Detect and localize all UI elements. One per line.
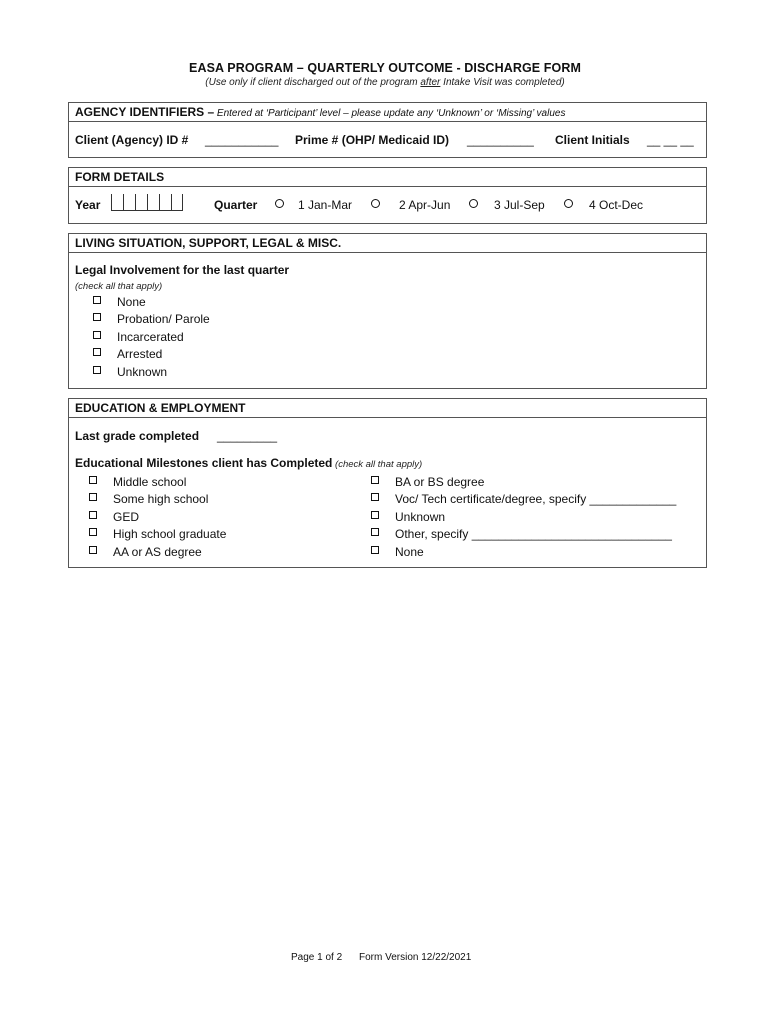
education-heading: EDUCATION & EMPLOYMENT	[69, 399, 706, 418]
living-situation-section	[68, 233, 707, 389]
milestones-label: Educational Milestones client has Completed	[75, 456, 333, 470]
milestone-checkbox-aa-degree[interactable]	[89, 546, 97, 554]
quarter-option-1: 1 Jan-Mar	[298, 198, 353, 212]
milestone-checkbox-ba-degree[interactable]	[371, 476, 379, 484]
milestone-option-none: None	[395, 545, 424, 559]
year-digit-box[interactable]	[147, 194, 159, 211]
client-initials-field[interactable]: __ __ __	[647, 133, 694, 147]
legal-checkbox-arrested[interactable]	[93, 348, 101, 356]
year-digit-box[interactable]	[171, 194, 183, 211]
client-id-label: Client (Agency) ID #	[75, 133, 189, 147]
legal-option-arrested: Arrested	[117, 347, 163, 361]
quarter-radio-4[interactable]	[564, 199, 573, 208]
year-digit-box[interactable]	[111, 194, 123, 211]
milestone-checkbox-other[interactable]	[371, 528, 379, 536]
agency-heading-text: AGENCY IDENTIFIERS –	[75, 105, 215, 119]
milestone-checkbox-some-high-school[interactable]	[89, 493, 97, 501]
year-input-boxes[interactable]	[111, 194, 183, 211]
milestone-option-aa-degree: AA or AS degree	[113, 545, 202, 559]
quarter-option-3: 3 Jul-Sep	[494, 198, 545, 212]
milestone-option-some-high-school: Some high school	[113, 492, 209, 506]
milestone-option-unknown: Unknown	[395, 510, 446, 524]
agency-heading-note: Entered at ‘Participant’ level – please update any ‘Unknown’ or ‘Missing’ values	[214, 108, 566, 119]
legal-option-none: None	[117, 295, 146, 309]
legal-involvement-label: Legal Involvement for the last quarter	[75, 263, 290, 277]
milestone-option-ged: GED	[113, 510, 140, 524]
subtitle-text-post: Intake Visit was completed)	[440, 77, 565, 88]
year-digit-box[interactable]	[123, 194, 135, 211]
client-id-field[interactable]: ___________	[205, 133, 279, 147]
prime-id-field[interactable]: __________	[467, 133, 534, 147]
milestones-label-row	[75, 456, 422, 470]
client-initials-label: Client Initials	[555, 133, 630, 147]
agency-identifiers-section	[68, 102, 707, 158]
quarter-radio-3[interactable]	[469, 199, 478, 208]
form-subtitle	[0, 77, 770, 88]
form-details-heading: FORM DETAILS	[69, 168, 706, 187]
quarter-radio-2[interactable]	[371, 199, 380, 208]
last-grade-field[interactable]: _________	[217, 429, 278, 443]
subtitle-text-pre: (Use only if client discharged out of the program	[205, 77, 421, 88]
milestone-checkbox-none[interactable]	[371, 546, 379, 554]
legal-checkbox-incarcerated[interactable]	[93, 331, 101, 339]
milestone-checkbox-voc-tech[interactable]	[371, 493, 379, 501]
quarter-option-2: 2 Apr-Jun	[399, 198, 451, 212]
milestone-checkbox-unknown[interactable]	[371, 511, 379, 519]
milestone-option-hs-graduate: High school graduate	[113, 527, 227, 541]
education-section	[68, 398, 707, 568]
living-situation-heading: LIVING SITUATION, SUPPORT, LEGAL & MISC.	[69, 234, 706, 253]
milestone-option-middle-school: Middle school	[113, 475, 187, 489]
milestone-checkbox-hs-graduate[interactable]	[89, 528, 97, 536]
milestone-checkbox-middle-school[interactable]	[89, 476, 97, 484]
quarter-option-4: 4 Oct-Dec	[589, 198, 644, 212]
year-digit-box[interactable]	[135, 194, 147, 211]
milestone-option-voc-tech[interactable]: Voc/ Tech certificate/degree, specify _____________	[395, 492, 677, 506]
subtitle-text-underlined: after	[420, 77, 441, 88]
milestone-checkbox-ged[interactable]	[89, 511, 97, 519]
form-version: Form Version 12/22/2021	[359, 952, 472, 963]
form-title: EASA PROGRAM – QUARTERLY OUTCOME - DISCHARGE FORM	[189, 61, 581, 75]
year-label: Year	[75, 198, 101, 212]
legal-checkbox-probation[interactable]	[93, 313, 101, 321]
form-details-section	[68, 167, 707, 224]
legal-involvement-note: (check all that apply)	[75, 281, 163, 292]
prime-id-label: Prime # (OHP/ Medicaid ID)	[295, 133, 450, 147]
milestones-note: (check all that apply)	[332, 459, 423, 470]
page-number: Page 1 of 2	[291, 952, 343, 963]
quarter-radio-1[interactable]	[275, 199, 284, 208]
quarter-label: Quarter	[214, 198, 258, 212]
last-grade-label: Last grade completed	[75, 429, 200, 443]
milestone-option-other[interactable]: Other, specify ______________________________	[395, 527, 672, 541]
legal-checkbox-none[interactable]	[93, 296, 101, 304]
year-digit-box[interactable]	[159, 194, 171, 211]
legal-option-incarcerated: Incarcerated	[117, 330, 184, 344]
legal-option-probation: Probation/ Parole	[117, 312, 210, 326]
legal-checkbox-unknown[interactable]	[93, 366, 101, 374]
agency-identifiers-heading	[69, 103, 706, 122]
milestone-option-ba-degree: BA or BS degree	[395, 475, 485, 489]
legal-option-unknown: Unknown	[117, 365, 168, 379]
